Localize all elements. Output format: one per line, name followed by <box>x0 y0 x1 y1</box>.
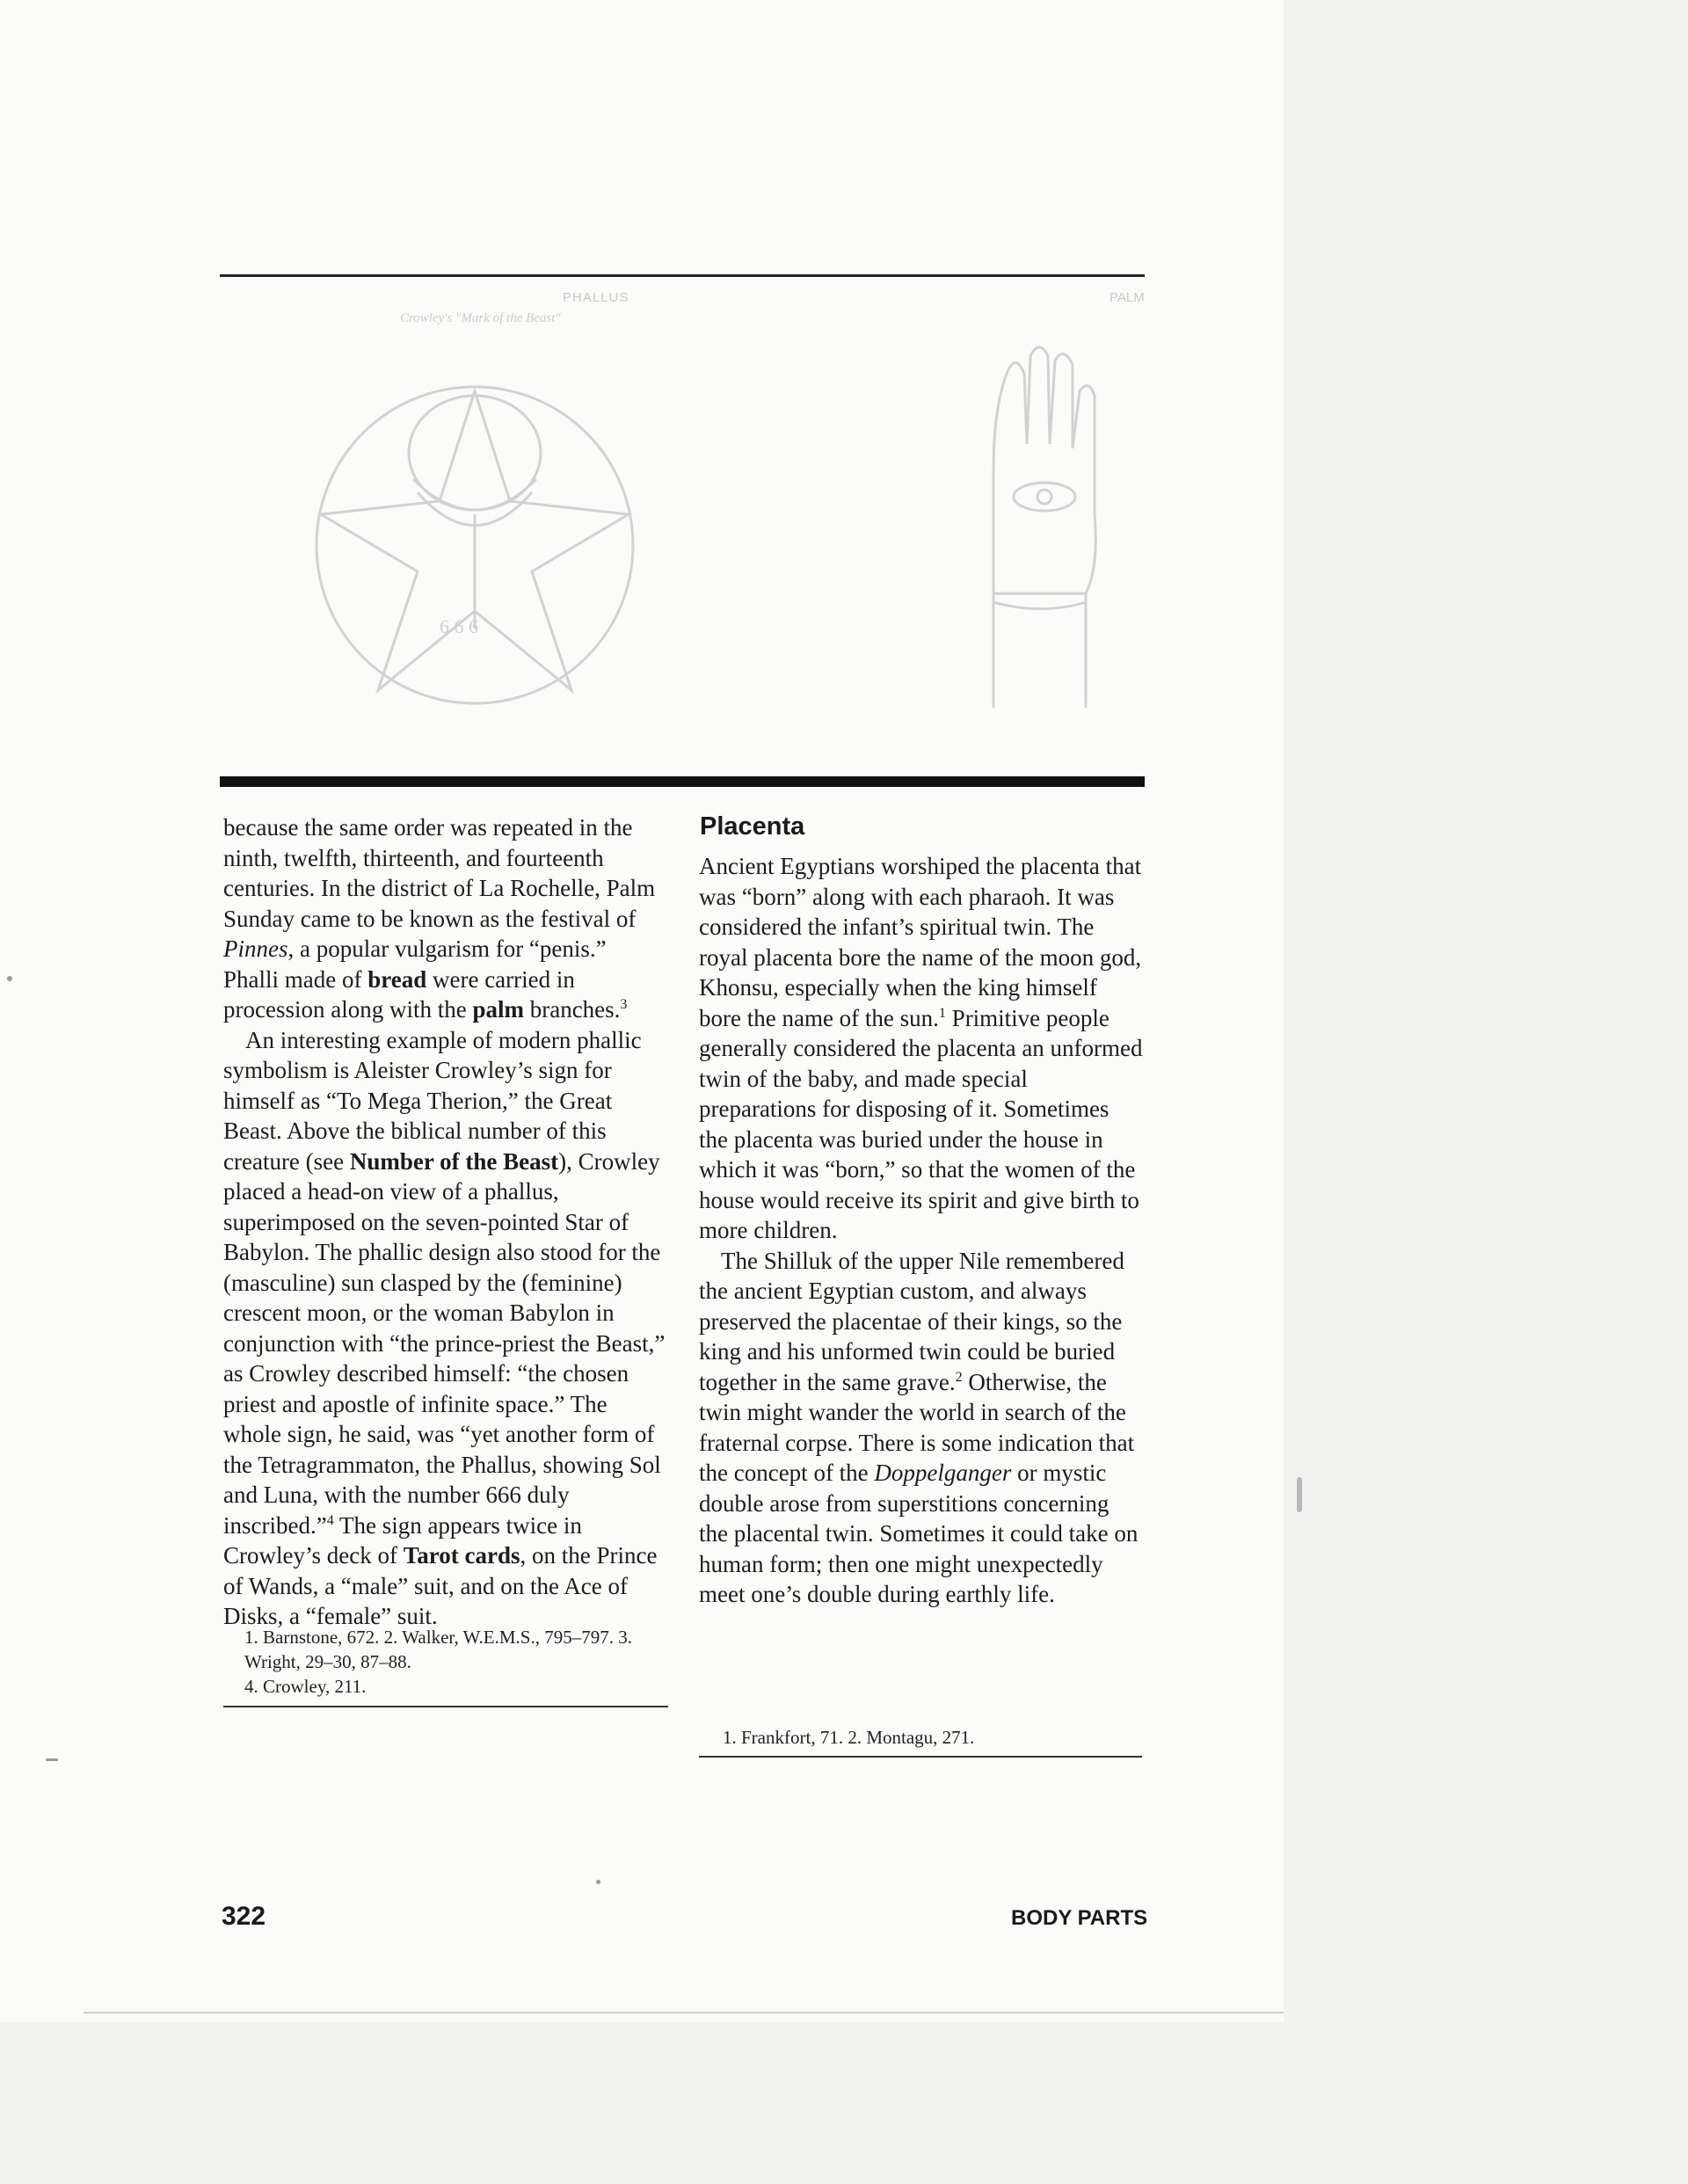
cross-reference: Number of the Beast <box>349 1147 559 1175</box>
text-run: Doppelganger <box>874 1460 1012 1486</box>
scan-speck <box>46 1758 58 1761</box>
footnote: 1. Frankfort, 71. 2. Montagu, 271. <box>723 1727 975 1748</box>
paragraph <box>699 1246 1143 1610</box>
bleed-through-caption: Crowley's "Mark of the Beast" <box>400 311 561 325</box>
scanner-margin-right <box>1284 0 1688 2184</box>
text-run: An interesting example of modern phallic symbolism is Aleister Crowley’s sign for himself as “To Mega Therion,” the Great Beast. Above the biblical number of this creature (see <box>223 1026 642 1175</box>
footnote: 1. Barnstone, 672. 2. Walker, W.E.M.S., 795–797. 3. Wright, 29–30, 87–88. <box>244 1627 632 1672</box>
cross-reference: bread <box>367 965 427 993</box>
footnote-marker: 1 <box>938 1005 946 1021</box>
footnote: 4. Crowley, 211. <box>244 1676 367 1697</box>
text-run: Otherwise, the twin might wander the world in search of the fraternal corpse. There is some indication that the concept of the <box>699 1368 1135 1486</box>
text-run: Pinnes <box>223 935 288 962</box>
cross-reference: Tarot cards <box>403 1542 520 1569</box>
cross-reference: palm <box>472 996 524 1023</box>
right-text-column <box>699 851 1143 1610</box>
crowley-sigil-illustration <box>308 339 651 717</box>
page-number: 322 <box>222 1902 266 1931</box>
paragraph <box>223 1025 667 1632</box>
footnote-marker: 3 <box>620 997 628 1012</box>
text-run: , on the Prince of Wands, a “male” suit, and on the Ace of Disks, a “female” suit. <box>223 1542 658 1629</box>
text-run: branches. <box>523 996 621 1023</box>
text-run: ), Crowley placed a head-on view of a phallus, superimposed on the seven-pointed Star of Babylon. The phallic design also stood for the (masculine) sun clasped by the (feminine) crescent moon, or the woman Babylon in conjunction with “the prince-priest the Beast,” as Crowley described himself: “the chosen priest and apostle of infinite space.” The whole sign, he said, was “yet another form of the Tetragrammaton, the Phallus, showing Sol and Luna, with the number 666 duly inscribed.” <box>223 1147 666 1539</box>
left-footnotes <box>244 1625 658 1699</box>
top-rule <box>220 274 1145 277</box>
svg-text:6 6 6: 6 6 6 <box>440 615 478 637</box>
paragraph <box>223 812 667 1025</box>
right-footnote-rule <box>699 1756 1142 1758</box>
text-run: The sign appears twice in Crowley’s deck of <box>223 1511 582 1569</box>
page-bottom-edge <box>84 2012 1284 2013</box>
bleed-through-header-right: PALM <box>1110 290 1145 305</box>
scan-speck <box>7 976 12 981</box>
text-run: The Shilluk of the upper Nile remembered the ancient Egyptian custom, and always preserved the placentae of their kings, so the king and his unformed twin could be buried together in the same grave. <box>699 1247 1124 1395</box>
text-run: , a popular vulgarism for “penis.” Phalli made of <box>223 935 607 993</box>
scan-speck <box>596 1880 600 1884</box>
scanner-margin-bottom <box>0 2022 1284 2184</box>
right-footnotes <box>723 1725 1136 1750</box>
hand-with-eye-illustration <box>976 339 1117 717</box>
footnote-marker: 2 <box>955 1369 963 1385</box>
footnote-marker: 4 <box>326 1512 334 1528</box>
text-run: Ancient Egyptians worshiped the placenta that was “born” along with each pharaoh. It was considered the infant’s spiritual twin. The royal placenta bore the name of the moon god, Khonsu, especially when the king himself bore the name of the sun. <box>699 853 1142 1031</box>
text-run: Primitive people generally considered the placenta an unformed twin of the baby, and made special preparations for disposing of it. Sometimes the placenta was buried under the house in which it was “born,” so that the women of the house would receive its spirit and give birth to more children. <box>699 1004 1143 1243</box>
paragraph <box>699 851 1143 1246</box>
bleed-through-header: PHALLUS <box>563 290 629 305</box>
text-run: or mystic double arose from superstitions concerning the placental twin. Sometimes it could take on human form; then one might unexpectedly meet one’s double during earthly life. <box>699 1460 1139 1607</box>
section-title-placenta: Placenta <box>700 812 805 841</box>
left-footnote-rule <box>223 1706 668 1707</box>
scan-speck <box>1297 1477 1302 1512</box>
text-run: because the same order was repeated in the ninth, twelfth, thirteenth, and fourteenth centuries. In the district of La Rochelle, Palm Sunday came to be known as the festival of <box>223 814 656 932</box>
text-run: were carried in procession along with the <box>223 965 575 1023</box>
mid-rule <box>220 776 1145 787</box>
running-footer-section: BODY PARTS <box>1011 1906 1148 1930</box>
left-text-column <box>223 812 667 1632</box>
